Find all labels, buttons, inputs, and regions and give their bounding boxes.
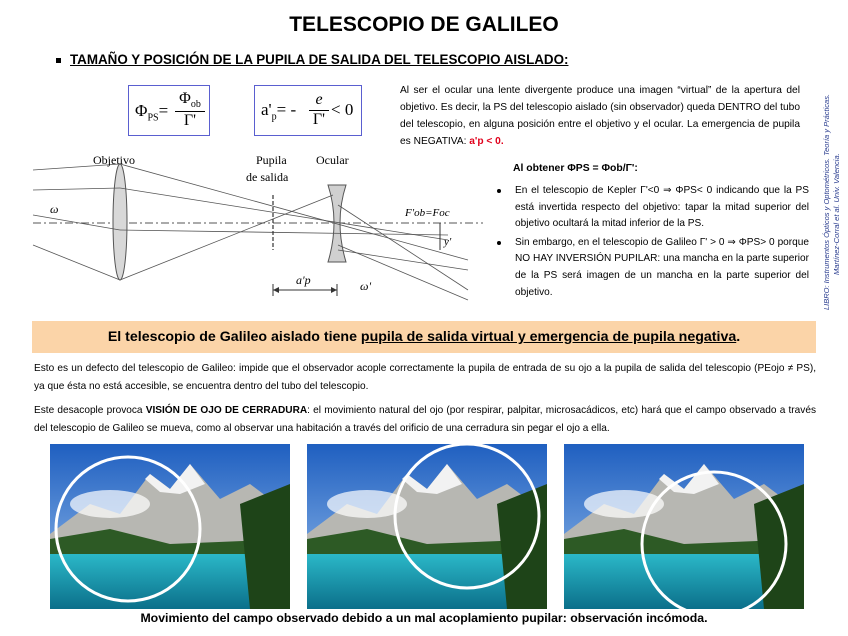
virtual-image-paragraph — [400, 82, 800, 150]
list-item — [497, 235, 809, 301]
ray — [338, 250, 468, 270]
ray — [33, 245, 120, 280]
formula-exit-pupil-diameter: $\Phi_{PS}=$ $\Phi_{ob}$ Γ' — [128, 85, 210, 136]
square-bullet-icon — [56, 58, 61, 63]
formula1-num: Φ — [179, 90, 191, 107]
section-subtitle: TAMAÑO Y POSICIÓN DE LA PUPILA DE SALIDA DEL TELESCOPIO AISLADO: — [70, 52, 569, 67]
banner-prefix: El telescopio de Galileo aislado tiene — [107, 329, 357, 345]
keyhole-bold: VISIÓN DE OJO DE CERRADURA — [145, 405, 308, 416]
galileo-telescope-diagram — [28, 150, 488, 310]
list-item — [497, 183, 809, 233]
banner-suffix: . — [736, 329, 741, 345]
source-sidenote — [817, 45, 845, 315]
formula2-lhs: a' — [261, 100, 272, 119]
defect-paragraph: Esto es un defecto del telescopio de Galileo: impide que el observador acople correctamente la pupila de entrada de su ojo a la pupila de salida del telescopio (PEojo ≠ PS), ya que ésta no está accesible, se encuentra dentro del tubo del telescopio. — [34, 363, 816, 392]
para-top-highlight: a'p < 0. — [469, 136, 504, 148]
label-ap: a'p — [296, 273, 311, 287]
formula1-lhs-sub: PS — [147, 112, 159, 124]
label-omega: ω — [50, 202, 59, 216]
photo-strip — [50, 444, 794, 609]
label-de-salida: de salida — [246, 170, 289, 184]
landscape-photo-3 — [564, 444, 804, 609]
formula-pupil-emergence: $a'_p=$ - $\frac{e}{\Gamma'}$ < 0 — [254, 85, 362, 136]
conclusion-banner — [32, 321, 816, 353]
ray — [33, 188, 120, 190]
mountain-lake-image — [564, 444, 804, 609]
bullet-list — [497, 183, 809, 301]
label-focus: F'ob=Foc — [405, 207, 450, 219]
bullet-dot-icon — [497, 241, 501, 245]
label-ocular: Ocular — [316, 153, 349, 167]
formula2-den: Γ' — [309, 110, 329, 129]
bullet-text-galileo: Sin embargo, en el telescopio de Galileo Γ' > 0 ⇒ ΦPS> 0 porque NO HAY INVERSIÓN PUPILAR: una mancha en la parte superior de la PS será imagen de un mancha en la parte superior del objetivo. — [515, 236, 809, 298]
keyhole-prefix: Este desacople provoca — [34, 405, 146, 416]
photo-caption: Movimiento del campo observado debido a un mal acoplamiento pupilar: observación incómoda. — [140, 611, 708, 625]
obtener-heading: Al obtener ΦPS = Φob/Γ': — [513, 163, 638, 174]
page-title: TELESCOPIO DE GALILEO — [289, 13, 559, 36]
label-image-y: y' — [444, 236, 452, 248]
keyhole-paragraph — [34, 402, 816, 438]
ray — [120, 195, 333, 280]
ray — [33, 215, 120, 230]
formula2-num: e — [315, 91, 323, 108]
keyhole-suffix: : el movimiento natural del ojo (por respirar, palpitar, microsacádicos, etc) hará que el campo observado a través del telescopio de Galileo se mueva, como al observar una habitación a través del orificio de una cerradura sin pegar el ojo a ella. — [34, 405, 816, 434]
sidenote-line-2: Martínez-Corral et al. Univ. Valencia. — [832, 153, 841, 275]
formula1-lhs: Φ — [135, 101, 148, 120]
landscape-photo-2 — [307, 444, 547, 609]
label-objetivo: Objetivo — [93, 153, 135, 167]
banner-underlined: pupila de salida virtual y emergencia de pupila negativa — [360, 329, 737, 345]
landscape-photo-1 — [50, 444, 290, 609]
bullet-dot-icon — [497, 189, 501, 193]
formula2-lhs-sub: p — [271, 111, 277, 123]
para-top-text: Al ser el ocular una lente divergente produce una imagen “virtual” de la apertura del objetivo. Es decir, la PS del telescopio aislado (sin observador) queda DENTRO del tubo del telescopio, en alguna posición entre el objetivo y el ocular. La emergencia de pupila es NEGATIVA: — [400, 85, 800, 148]
label-pupila: Pupila — [256, 153, 287, 167]
bullet-text-kepler: En el telescopio de Kepler Γ'<0 ⇒ ΦPS< 0 indicando que la PS está invertida respecto del objetivo: tapar la mitad superior del objetivo ocultará la mitad inferior de la PS. — [515, 185, 809, 230]
sidenote-line-1: LIBRO: Instrumentos Ópticos y Optométricos. Teoría y Prácticas. — [822, 93, 831, 310]
mountain-lake-image — [307, 444, 547, 609]
objective-lens — [113, 164, 127, 280]
formula1-num-sub: ob — [190, 99, 201, 111]
label-omega-prime: ω' — [360, 279, 372, 293]
mountain-lake-image — [50, 444, 290, 609]
formula2-relation: < 0 — [331, 100, 354, 119]
formula1-den: Γ' — [175, 111, 205, 130]
